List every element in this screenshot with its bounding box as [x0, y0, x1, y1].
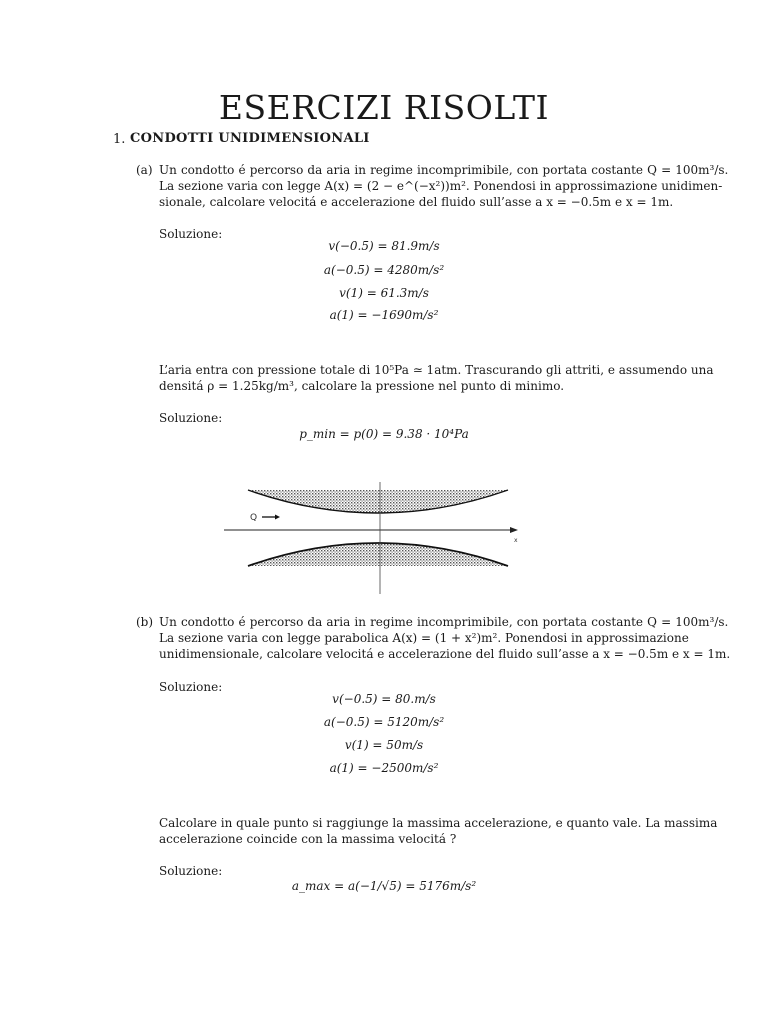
exercise-a-followup-line-2: densitá ρ = 1.25kg/m³, calcolare la pressione nel punto di minimo. — [159, 379, 565, 393]
exercise-a-solution-3: v(1) = 61.3m/s — [339, 286, 429, 300]
exercise-b-solution-3: v(1) = 50m/s — [344, 738, 424, 752]
exercise-a-solution-label: Soluzione: — [159, 227, 223, 241]
exercise-b-followup-line-2: accelerazione coincide con la massima velocitá ? — [159, 832, 457, 846]
exercise-a-line-1: Un condotto é percorso da aria in regime incomprimibile, con portata costante Q = 100m³/s. — [159, 163, 729, 177]
exercise-b-line-2: La sezione varia con legge parabolica A(x) = (1 + x²)m². Ponendosi in approssimazione — [159, 631, 689, 645]
upper-wall — [248, 490, 508, 513]
flow-arrow-head-icon — [275, 515, 280, 520]
exercise-a-label: (a) — [136, 163, 153, 177]
lower-wall — [248, 543, 508, 566]
exercise-a-solution-4: a(1) = −1690m/s² — [329, 308, 439, 322]
exercise-b-line-1: Un condotto é percorso da aria in regime incomprimibile, con portata costante Q = 100m³/s. — [159, 615, 729, 629]
nozzle-figure — [222, 478, 522, 598]
exercise-a-line-2: La sezione varia con legge A(x) = (2 − e^(−x²))m². Ponendosi in approssimazione unidimen- — [159, 179, 723, 193]
x-axis-arrow-icon — [510, 527, 518, 533]
exercise-a-followup-line-1: L’aria entra con pressione totale di 10⁵Pa ≃ 1atm. Trascurando gli attriti, e assumendo una — [159, 363, 714, 377]
section-title: CONDOTTI UNIDIMENSIONALI — [130, 131, 370, 146]
flow-label: Q — [250, 513, 258, 523]
page-title: ESERCIZI RISOLTI — [218, 88, 550, 127]
exercise-b-solution-2: a(−0.5) = 5120m/s² — [323, 715, 445, 729]
exercise-a-solution-2: a(−0.5) = 4280m/s² — [323, 263, 445, 277]
exercise-b-followup-solution-label: Soluzione: — [159, 864, 223, 878]
exercise-a-followup-solution: p_min = p(0) = 9.38 · 10⁴Pa — [299, 427, 469, 441]
exercise-b-solution-1: v(−0.5) = 80.m/s — [332, 692, 436, 706]
exercise-b-line-3: unidimensionale, calcolare velocitá e accelerazione del fluido sull’asse a x = −0.5m e x = 1m. — [159, 647, 731, 661]
section-number: 1. — [113, 132, 126, 147]
exercise-b-label: (b) — [136, 615, 154, 629]
exercise-a-line-3: sionale, calcolare velocitá e accelerazione del fluido sull’asse a x = −0.5m e x = 1m. — [159, 195, 674, 209]
exercise-b-followup-line-1: Calcolare in quale punto si raggiunge la massima accelerazione, e quanto vale. La massima — [159, 816, 718, 830]
exercise-b-followup-solution: a_max = a(−1/√5) = 5176m/s² — [291, 879, 477, 893]
exercise-b-solution-label: Soluzione: — [159, 680, 223, 694]
exercise-a-followup-solution-label: Soluzione: — [159, 411, 223, 425]
exercise-b-solution-4: a(1) = −2500m/s² — [329, 761, 439, 775]
axis-label: x — [514, 537, 518, 544]
exercise-a-solution-1: v(−0.5) = 81.9m/s — [328, 239, 440, 253]
